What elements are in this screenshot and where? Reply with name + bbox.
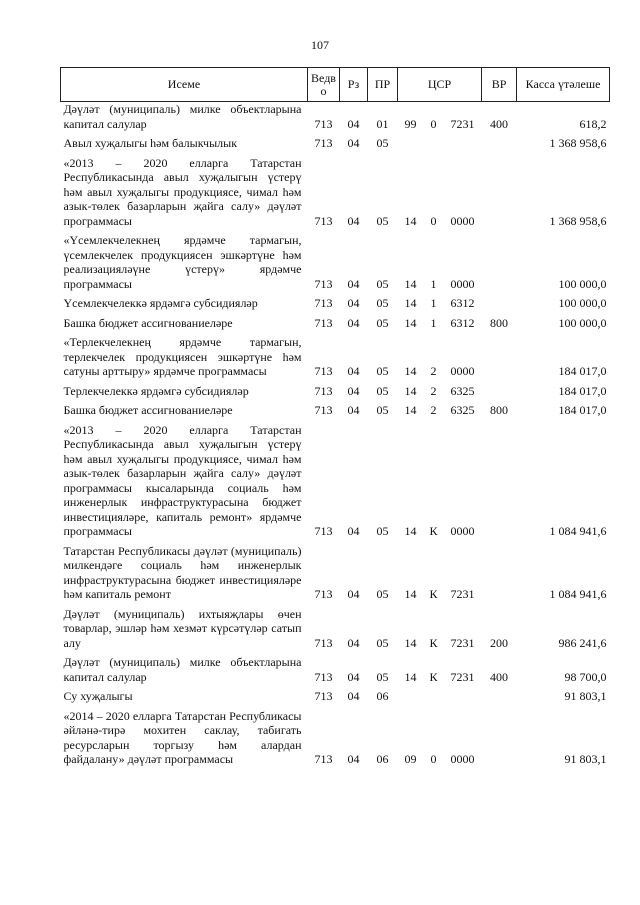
column-header-name: Исеме (61, 68, 308, 102)
cell-pr: 05 (376, 635, 389, 650)
cell-rz: 04 (347, 524, 360, 538)
cell-csr-program: 14 (404, 276, 417, 291)
cell-csr-subprogram: 2 (430, 383, 437, 398)
cell-csr-program: 14 (404, 213, 417, 228)
cell-name: Дәүләт (муниципаль) милке объектларына капитал салулар (63, 102, 302, 131)
cell-amount: 1 368 958,6 (549, 213, 607, 228)
cell-csr-subprogram: 2 (430, 403, 437, 417)
cell-ved: 713 (314, 116, 333, 131)
cell-csr-direction: 0000 (450, 752, 475, 766)
cell-csr-direction: 7231 (450, 587, 475, 601)
cell-csr-program (398, 136, 424, 156)
cell-vr: 200 (490, 635, 509, 650)
table-row (61, 316, 610, 336)
column-header-pr: ПР (368, 68, 398, 102)
cell-csr-subprogram (424, 136, 444, 156)
cell-rz: 04 (347, 635, 360, 650)
column-header-amount: Касса үтәлеше (517, 68, 610, 102)
cell-pr: 05 (376, 524, 389, 538)
cell-rz: 04 (347, 669, 360, 684)
cell-vr (482, 423, 517, 544)
cell-csr-direction: 6312 (450, 315, 475, 330)
cell-ved: 713 (314, 752, 333, 766)
cell-csr-program: 09 (404, 752, 417, 766)
cell-vr (482, 689, 517, 709)
cell-ved: 713 (314, 689, 333, 703)
cell-ved: 713 (314, 403, 333, 417)
cell-name: Авыл хуҗалыгы һәм балыкчылык (63, 136, 238, 150)
cell-pr: 05 (376, 403, 389, 417)
cell-amount: 184 017,0 (558, 383, 607, 398)
cell-csr-program: 14 (404, 403, 417, 417)
cell-amount: 618,2 (579, 116, 607, 131)
cell-csr-program: 14 (404, 364, 417, 378)
cell-pr: 05 (376, 587, 389, 601)
cell-ved: 713 (314, 383, 333, 398)
table-row (61, 335, 610, 384)
cell-csr-direction (444, 689, 482, 709)
cell-ved: 713 (314, 296, 333, 310)
cell-amount: 1 084 941,6 (549, 524, 607, 538)
cell-name: Башка бюджет ассигнованиеләре (63, 315, 233, 330)
cell-csr-program: 14 (404, 669, 417, 684)
cell-vr (482, 544, 517, 607)
cell-csr-subprogram: 0 (430, 752, 437, 766)
cell-pr: 05 (376, 276, 389, 291)
cell-rz: 04 (347, 315, 360, 330)
cell-vr (482, 335, 517, 384)
cell-pr: 05 (376, 383, 389, 398)
cell-csr-subprogram: 2 (430, 364, 437, 378)
cell-csr-subprogram: К (429, 524, 438, 538)
cell-csr-subprogram: К (429, 587, 438, 601)
cell-name: Дәүләт (муниципаль) милке объектларына капитал салулар (63, 655, 302, 684)
cell-amount: 98 700,0 (564, 669, 607, 684)
cell-amount: 100 000,0 (558, 296, 607, 310)
cell-csr-direction: 6325 (450, 383, 475, 398)
table-row (61, 136, 610, 156)
table-row (61, 423, 610, 544)
cell-vr (482, 136, 517, 156)
cell-amount: 100 000,0 (558, 276, 607, 291)
cell-rz: 04 (347, 296, 360, 310)
cell-pr: 01 (376, 116, 389, 131)
cell-name: Су хуҗалыгы (63, 689, 133, 703)
cell-rz: 04 (347, 136, 360, 150)
cell-csr-program: 14 (404, 315, 417, 330)
column-header-ved: Ведво (308, 68, 340, 102)
cell-name: Терлекчелеккә ярдәмгә субсидияләр (63, 383, 249, 398)
cell-amount: 100 000,0 (558, 315, 607, 330)
cell-ved: 713 (314, 635, 333, 650)
cell-pr: 06 (376, 689, 389, 703)
cell-name: «2013 – 2020 елларга Татарстан Республикасында авыл хуҗалыгын үстерү һәм авыл хуҗалыгы продукциясе, чимал һәм азык-төлек базарларын җайга салу» дәүләт программасы кысаларында социаль һәм инженерлык инфраструктурасына бюджет инвестицияләре, капиталь ремонт» ярдәмче программасы (63, 422, 302, 538)
table-row (61, 384, 610, 404)
cell-ved: 713 (314, 136, 333, 150)
column-header-csr: ЦСР (398, 68, 482, 102)
page-number: 107 (311, 38, 329, 52)
cell-pr: 06 (376, 752, 389, 766)
table-row (61, 233, 610, 296)
cell-rz: 04 (347, 116, 360, 131)
cell-ved: 713 (314, 315, 333, 330)
cell-amount: 1 084 941,6 (549, 587, 607, 601)
table-row (61, 544, 610, 607)
cell-csr-program: 99 (404, 116, 417, 131)
table-row (61, 709, 610, 772)
cell-csr-direction: 0000 (450, 276, 475, 291)
table-body (61, 102, 610, 772)
table-row (61, 296, 610, 316)
cell-csr-program: 14 (404, 587, 417, 601)
column-header-vr: ВР (482, 68, 517, 102)
cell-csr-direction: 7231 (450, 116, 475, 131)
cell-csr-direction: 6325 (450, 403, 475, 417)
cell-csr-subprogram: 0 (430, 213, 437, 228)
cell-csr-program: 14 (404, 296, 417, 310)
cell-name: «2013 – 2020 елларга Татарстан Республикасында авыл хуҗалыгын үстерү һәм авыл хуҗалыгы продукциясе, чимал һәм азык-төлек базарларын җайга салу» дәүләт программасы (63, 155, 302, 228)
cell-name: Дәүләт (муниципаль) ихтыяҗлары өчен товарлар, эшләр һәм хезмәт күрсәтүләр сатып алу (63, 606, 302, 650)
cell-amount: 184 017,0 (558, 364, 607, 378)
cell-vr: 800 (490, 403, 509, 417)
column-header-rz: Рз (340, 68, 368, 102)
budget-table (60, 67, 610, 772)
cell-vr (482, 384, 517, 404)
cell-pr: 05 (376, 315, 389, 330)
cell-vr: 400 (490, 669, 509, 684)
cell-name: «Терлекчелекнең ярдәмче тармагын, терлекчелек продукциясен эшкәртүне һәм сатуны арттыру» ярдәмче программасы (63, 335, 302, 378)
cell-rz: 04 (347, 276, 360, 291)
cell-ved: 713 (314, 276, 333, 291)
cell-rz: 04 (347, 752, 360, 766)
cell-name: «2014 – 2020 елларга Татарстан Республикасы әйләнә-тирә мохитен саклау, табигать ресурсларын торгызу һәм алардан файдалану» дәүләт программасы (63, 708, 302, 766)
cell-csr-program: 14 (404, 383, 417, 398)
cell-csr-subprogram: К (429, 635, 438, 650)
cell-ved: 713 (314, 669, 333, 684)
cell-csr-direction: 0000 (450, 213, 475, 228)
cell-csr-program (398, 689, 424, 709)
cell-rz: 04 (347, 689, 360, 703)
cell-rz: 04 (347, 213, 360, 228)
cell-rz: 04 (347, 587, 360, 601)
cell-name: Татарстан Республикасы дәүләт (муниципаль) милкендәге социаль һәм инженерлык инфраструктурасына бюджет инвестицияләре һәм капиталь ремонт (63, 543, 302, 601)
cell-name: «Үсемлекчелекнең ярдәмче тармагын, үсемлекчелек продукциясен эшкәртүне һәм реализацияләүне үстерү» ярдәмче программасы (63, 233, 302, 291)
table-row (61, 156, 610, 234)
table-row (61, 102, 610, 137)
table-row (61, 403, 610, 423)
cell-csr-program: 14 (404, 635, 417, 650)
cell-vr (482, 156, 517, 234)
cell-pr: 05 (376, 136, 389, 150)
cell-name: Үсемлекчелеккә ярдәмгә субсидияләр (63, 296, 258, 310)
cell-csr-direction: 6312 (450, 296, 475, 310)
cell-rz: 04 (347, 364, 360, 378)
cell-pr: 05 (376, 364, 389, 378)
cell-csr-direction: 7231 (450, 635, 475, 650)
cell-csr-subprogram: К (429, 669, 438, 684)
cell-ved: 713 (314, 364, 333, 378)
cell-pr: 05 (376, 213, 389, 228)
cell-vr: 800 (490, 315, 509, 330)
cell-vr (482, 709, 517, 772)
table-row (61, 689, 610, 709)
cell-pr: 05 (376, 669, 389, 684)
cell-ved: 713 (314, 524, 333, 538)
cell-vr: 400 (490, 116, 509, 131)
table-row (61, 655, 610, 689)
cell-amount: 184 017,0 (558, 403, 607, 417)
cell-rz: 04 (347, 403, 360, 417)
cell-csr-subprogram: 1 (430, 315, 437, 330)
table-row (61, 607, 610, 656)
cell-ved: 713 (314, 213, 333, 228)
cell-csr-subprogram: 1 (430, 296, 437, 310)
cell-vr (482, 233, 517, 296)
cell-name: Башка бюджет ассигнованиеләре (63, 403, 233, 417)
cell-rz: 04 (347, 383, 360, 398)
cell-amount: 1 368 958,6 (549, 136, 607, 150)
cell-csr-direction: 0000 (450, 524, 475, 538)
cell-vr (482, 296, 517, 316)
cell-csr-subprogram: 0 (430, 116, 437, 131)
cell-csr-program: 14 (404, 524, 417, 538)
cell-amount: 91 803,1 (564, 752, 607, 766)
cell-csr-direction (444, 136, 482, 156)
cell-amount: 986 241,6 (558, 635, 607, 650)
cell-csr-direction: 0000 (450, 364, 475, 378)
cell-csr-subprogram (424, 689, 444, 709)
cell-csr-direction: 7231 (450, 669, 475, 684)
cell-pr: 05 (376, 296, 389, 310)
cell-ved: 713 (314, 587, 333, 601)
cell-amount: 91 803,1 (564, 689, 607, 703)
table-header-row (61, 68, 610, 102)
cell-csr-subprogram: 1 (430, 276, 437, 291)
